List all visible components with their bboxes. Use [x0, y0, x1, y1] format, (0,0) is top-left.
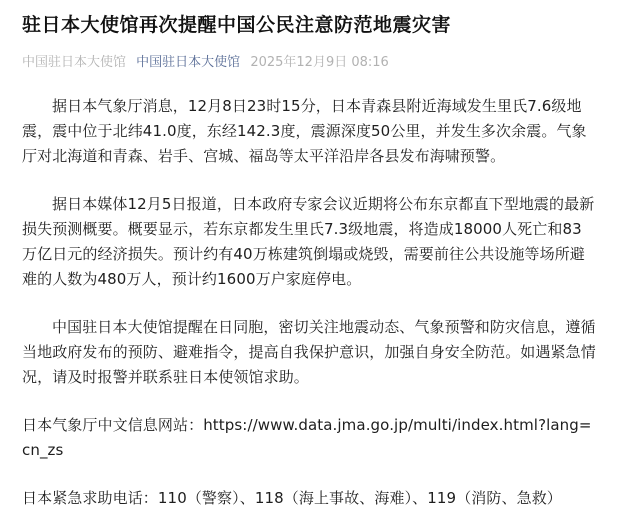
paragraph-embassy-reminder: 中国驻日本大使馆提醒在日同胞，密切关注地震动态、气象预警和防灾信息，遵循当地政府发布的预防、避难指令，提高自我保护意识，加强自身安全防范。如遇紧急情况，请及时报警并联系驻日本使领馆求助。: [22, 318, 596, 386]
publish-datetime: 2025年12月9日 08:16: [250, 55, 389, 70]
paragraph-tokyo-damage-forecast: 据日本媒体12月5日报道，日本政府专家会议近期将公布东京都直下型地震的最新损失预测概要。概要显示，若东京都发生里氏7.3级地震，将造成18000人死亡和83万亿日元的经济损失。预计约有40万栋建筑倒塌或烧毁，需要前往公共设施等场所避难的人数为480万人，预计约1600万户家庭停电。: [22, 195, 595, 288]
article-body: [22, 94, 596, 511]
account-name-link[interactable]: 中国驻日本大使馆: [136, 55, 241, 70]
author-name: 中国驻日本大使馆: [22, 55, 127, 70]
jma-website-line: 日本气象厅中文信息网站：https://www.data.jma.go.jp/multi/index.html?lang=cn_zs: [22, 416, 592, 459]
article-meta: [22, 54, 596, 72]
paragraph-earthquake-report: 据日本气象厅消息，12月8日23时15分，日本青森县附近海域发生里氏7.6级地震，震中位于北纬41.0度，东经142.3度，震源深度50公里，并发生多次余震。气象厅对北海道和青森、岩手、宫城、福岛等太平洋沿岸各县发布海啸预警。: [22, 97, 587, 165]
article-title: 驻日本大使馆再次提醒中国公民注意防范地震灾害: [22, 14, 452, 36]
emergency-numbers-line: 日本紧急求助电话：110（警察）、118（海上事故、海难）、119（消防、急救）: [22, 489, 562, 507]
